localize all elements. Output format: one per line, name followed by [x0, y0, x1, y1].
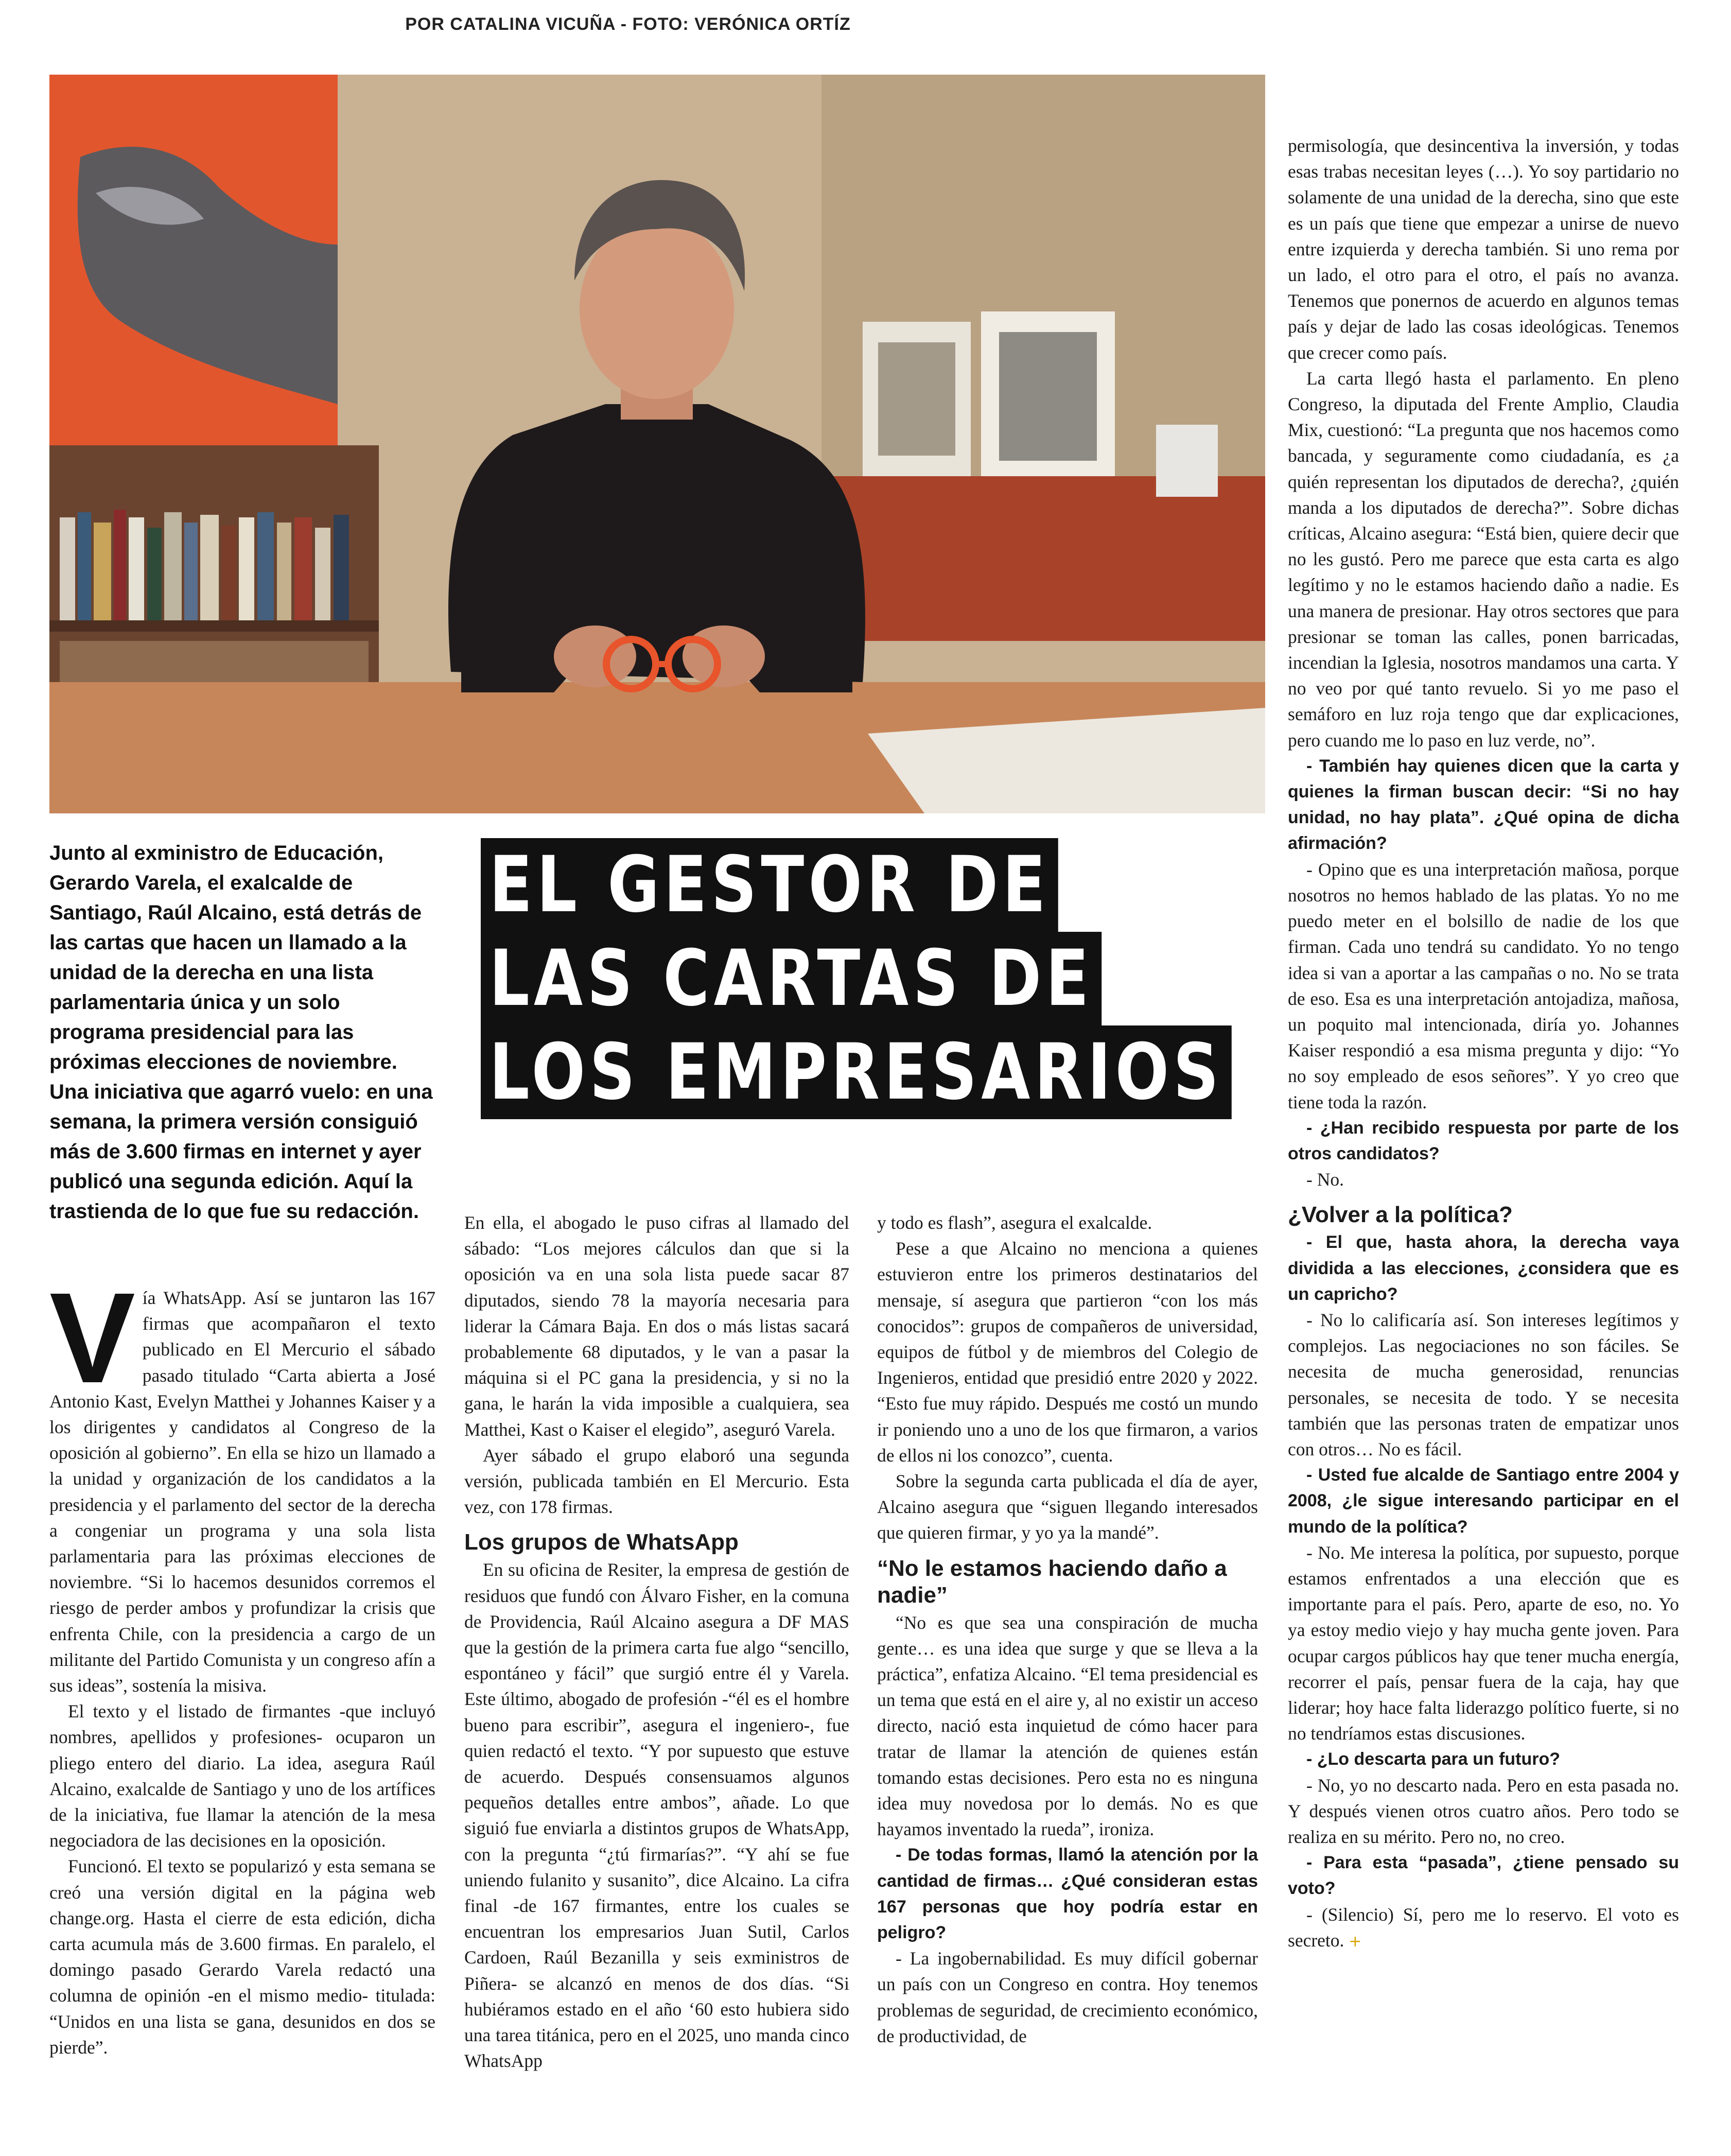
paragraph: En su oficina de Resiter, la empresa de gestión de residuos que fundó con Álvaro Fisher, en la comuna de Providencia, Raúl Alcaino asegura a DF MAS que la gestión de la primera carta fue algo “sencillo, espontáneo y fácil” que surgió entre él y Varela. Este último, abogado de profesión -“él es el hombre bueno para escribir”, asegura el ingeniero-, fue quien redactó el texto. “Y por supuesto que estuve de acuerdo. Después consensuamos algunos pequeños detalles entre ambos”, añade. Lo que siguió fue enviarla a distintos grupos de WhatsApp, con la pregunta “¿tú firmarías?”. “Y ahí se fue uniendo fulanito y susanito”, dice Alcaino. La cifra final -de 167 firmantes, entre los cuales se encuentran los empresarios Juan Sutil, Carlos Cardoen, Raúl Bezanilla y seis exministros de Piñera- se alcanzó en menos de dos días. “Si hubiéramos estado en el año ‘60 esto hubiera sido una tarea titánica, pero en el 2025, uno manda cinco WhatsApp: [464, 1559, 849, 2072]
interview-question: - Para esta “pasada”, ¿tiene pensado su voto?: [1288, 1853, 1679, 1899]
drop-cap: V: [49, 1266, 135, 1410]
paragraph: La carta llegó hasta el parlamento. En pleno Congreso, la diputada del Frente Amplio, Claudia Mix, cuestionó: “La pregunta que nos hacemos como bancada, y seguramente como ciudadanía, es ¿a quién representan los diputados de derecha?, ¿quién manda a los diputados de derecha?”. Sobre dichas críticas, Alcaino asegura: “Está bien, quiere decir que no les gustó. Pero me parece que esta carta es algo legítimo y no le estamos haciendo daño a nadie. Es una manera de presionar. Hay otros sectores que para presionar se toman las calles, ponen barricadas, incendian la Iglesia, nosotros mandamos una carta. Y no veo por qué tanto revuelo. Si yo me paso el semáforo en luz roja tengo que dar explicaciones, pero cuando me lo paso en luz verde, no”.: [1288, 368, 1679, 751]
interview-answer: - No. Me interesa la política, por supuesto, porque estamos enfrentados a una elección que es importante para el país. Pero, aparte de eso, no. Yo ya estoy medio viejo y hay mucha gente joven. Para ocupar cargos públicos hay que tener mucha energía, recorrer el país, pensar fuera de la caja, hay que liderar; hoy hace falta liderazgo político fuerte, si no no tendríamos estas discusiones.: [1288, 1542, 1679, 1744]
body-column-4: [1288, 133, 1679, 1955]
paragraph: Funcionó. El texto se popularizó y esta semana se creó una versión digital en la página web change.org. Hasta el cierre de esta edición, dicha carta acumula más de 3.600 firmas. En paralelo, el domingo pasado Gerardo Varela redactó una columna de opinión -en el mismo medio- titulada: “Unidos en una lista se gana, desunidos en dos se pierde”.: [49, 1856, 435, 2058]
interview-answer: [1288, 1902, 1679, 1955]
article-photo: [49, 75, 1265, 813]
body-column-3: [877, 1210, 1258, 2049]
headline-line-3: LOS EMPRESARIOS: [481, 1025, 1231, 1119]
section-heading: ¿Volver a la política?: [1288, 1202, 1513, 1228]
interview-question: - El que, hasta ahora, la derecha vaya dividida a las elecciones, ¿considera que es un capricho?: [1288, 1232, 1679, 1304]
interview-answer: - No, yo no descarto nada. Pero en esta pasada no. Y después vienen otros cuatro años. Pero todo se realiza en su mérito. Pero no, no creo.: [1288, 1775, 1679, 1847]
interview-answer: - Opino que es una interpretación mañosa, porque nosotros no hemos hablado de las platas. Yo no me puedo meter en el bolsillo de nadie de los que firman. Cada uno tendrá su candidato. Yo no tengo idea si van a aportar a las campañas o no. No se trata de eso. Esa es una interpretación antojadiza, mañosa, un poquito mal intencionada, diría yo. Johannes Kaiser respondió a esa misma pregunta y dijo: “Yo no soy empleado de esos señores”. Y yo creo que tiene toda la razón.: [1288, 859, 1679, 1112]
headline-line-1: EL GESTOR DE: [481, 838, 1058, 932]
body-column-1: [49, 1266, 435, 2060]
interview-answer: - No lo calificaría así. Son intereses legítimos y complejos. Las negociaciones no son fáciles. Se necesita de mucha generosidad, renuncias personales, se necesita de todo. Y se necesita también que las personas traten de empatizar unos con otros… No es fácil.: [1288, 1309, 1679, 1459]
paragraph: ía WhatsApp. Así se juntaron las 167 firmas que acompañaron el texto publicado en El Mercurio el sábado pasado titulado “Carta abierta a José Antonio Kast, Evelyn Matthei y Johannes Kaiser y a los dirigentes y candidatos al Congreso de la oposición al gobierno”. En ella se hizo un llamado a la unidad y organización de los candidatos a la presidencia y el parlamento del sector de la derecha a congeniar un programa y una sola lista parlamentaria para las próximas elecciones de noviembre. “Si lo hacemos desunidos corremos el riesgo de perder ambos y profundizar la crisis que enfrenta Chile, con la presidencia a cargo de un militante del Partido Comunista y un congreso afín a sus ideas”, sostenía la misiva.: [49, 1288, 435, 1696]
interview-answer: - No.: [1306, 1169, 1344, 1190]
byline: POR CATALINA VICUÑA - FOTO: VERÓNICA ORTÍZ: [405, 14, 851, 34]
portrait-illustration: [49, 75, 1265, 813]
section-heading: Los grupos de WhatsApp: [464, 1529, 739, 1555]
paragraph: permisología, que desincentiva la inversión, y todas esas trabas necesitan leyes (…). Yo soy partidario no solamente de una unidad de la derecha, sino que este es un país que tiene que empezar a unirse de nuevo entre izquierda y derecha también. Si uno rema por un lado, el otro para el otro, el país no avanza. Tenemos que ponernos de acuerdo en algunos temas país y dejar de lado las cosas ideológicas. Tenemos que crecer como país.: [1288, 135, 1679, 363]
paragraph: Pese a que Alcaino no menciona a quienes estuvieron entre los primeros destinatarios del mensaje, sí asegura que partieron “con los más conocidos”: grupos de compañeros de universidad, equipos de fútbol y de miembros del Colegio de Ingenieros, entidad que presidió entre 2020 y 2022. “Esto fue muy rápido. Después me costó un mundo ir poniendo uno a uno de los que firmaron, a varios de ellos ni los conozco”, cuenta.: [877, 1238, 1258, 1466]
interview-question: - De todas formas, llamó la atención por la cantidad de firmas… ¿Qué consideran estas 167 personas que hoy podría estar en peligro?: [877, 1845, 1258, 1943]
paragraph: El texto y el listado de firmantes -que incluyó nombres, apellidos y profesiones- ocuparon un pliego entero del diario. La idea, asegura Raúl Alcaino, exalcalde de Santiago y uno de los artífices de la iniciativa, fue llamar la atención de la mesa negociadora de las decisiones en la oposición.: [49, 1701, 435, 1851]
interview-question: - ¿Han recibido respuesta por parte de los otros candidatos?: [1288, 1118, 1679, 1163]
interview-answer: - La ingobernabilidad. Es muy difícil gobernar un país con un Congreso en contra. Hoy tenemos problemas de seguridad, de crecimiento económico, de productividad, de: [877, 1948, 1258, 2046]
interview-question: - También hay quienes dicen que la carta y quienes la firman buscan decir: “Si no hay unidad, no hay plata”. ¿Qué opina de dicha afirmación?: [1288, 756, 1679, 854]
interview-question: - ¿Lo descarta para un futuro?: [1306, 1749, 1561, 1769]
paragraph: Ayer sábado el grupo elaboró una segunda versión, publicada también en El Mercurio. Esta vez, con 178 firmas.: [464, 1445, 849, 1518]
section-heading: “No le estamos haciendo daño a nadie”: [877, 1555, 1227, 1608]
final-answer-text: - (Silencio) Sí, pero me lo reservo. El voto es secreto.: [1288, 1904, 1679, 1951]
interview-question: - Usted fue alcalde de Santiago entre 2004 y 2008, ¿le sigue interesando participar en el mundo de la política?: [1288, 1465, 1679, 1537]
article-headline: [481, 838, 1248, 1119]
article-lede: Junto al exministro de Educación, Gerardo Varela, el exalcalde de Santiago, Raúl Alcaino, está detrás de las cartas que hacen un llamado a la unidad de la derecha en una lista parlamentaria única y un solo programa presidencial para las próximas elecciones de noviembre. Una iniciativa que agarró vuelo: en una semana, la primera versión consiguió más de 3.600 firmas en internet y ayer publicó una segunda edición. Aquí la trastienda de lo que fue su redacción.: [49, 842, 433, 1223]
paragraph: En ella, el abogado le puso cifras al llamado del sábado: “Los mejores cálculos dan que si la oposición va en una sola lista puede sacar 87 diputados, siendo 78 la mayoría necesaria para liderar la Cámara Baja. En dos o más listas sacará probablemente 68 diputados, y le van a pasar la máquina si el PC gana la presidencia, y si no la gana, le harán la vida imposible a cualquiera, sea Matthei, Kast o Kaiser el elegido”, aseguró Varela.: [464, 1212, 849, 1440]
paragraph: Sobre la segunda carta publicada el día de ayer, Alcaino asegura que “siguen llegando interesados que quieren firmar, y yo ya la mandé”.: [877, 1471, 1258, 1543]
paragraph: “No es que sea una conspiración de mucha gente… es una idea que surge y que se lleva a la práctica”, enfatiza Alcaino. “El tema presidencial es un tema que está en el aire y, al no existir un acceso directo, nació esta inquietud de cómo hacer para tratar de llamar la atención de quienes están tomando estas decisiones. Pero esta no es ninguna idea muy novedosa por lo demás. No es que hayamos inventado la rueda”, ironiza.: [877, 1612, 1258, 1840]
body-column-2: [464, 1210, 849, 2074]
end-of-article-icon: +: [1349, 1932, 1362, 1951]
paragraph: y todo es flash”, asegura el exalcalde.: [877, 1212, 1152, 1233]
headline-line-2: LAS CARTAS DE: [481, 932, 1101, 1025]
